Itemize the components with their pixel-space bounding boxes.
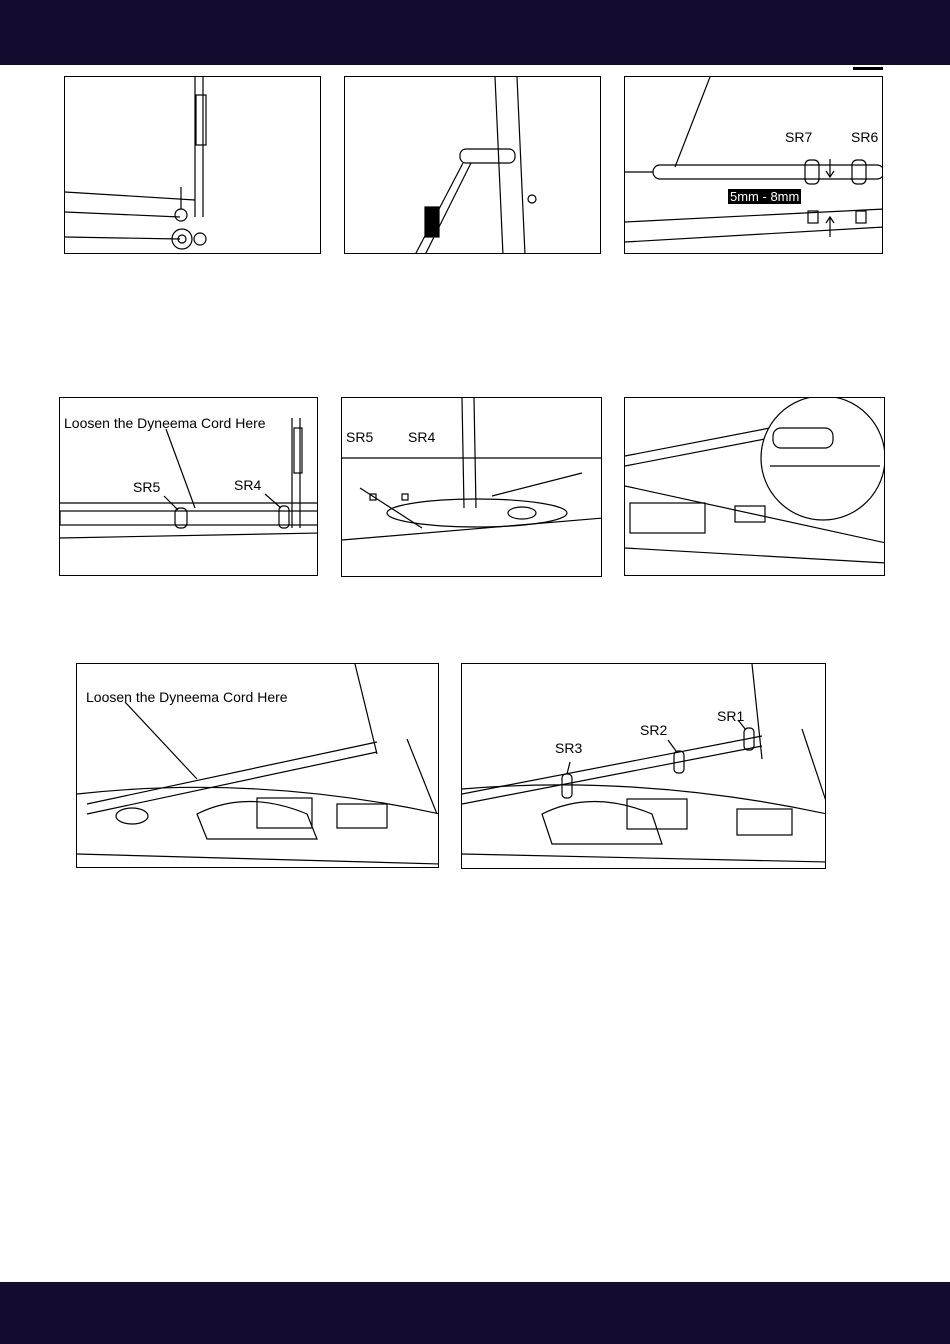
figure-panel-r2-3 — [624, 397, 885, 576]
figure-illustration — [625, 398, 885, 576]
figure-illustration — [342, 398, 602, 577]
figure-panel-r1-1 — [64, 76, 321, 254]
label-sr5: SR5 — [133, 479, 161, 495]
figure-illustration — [345, 77, 601, 254]
figure-panel-r2-2 — [341, 397, 602, 577]
label-sr2: SR2 — [640, 722, 668, 738]
figure-illustration — [462, 664, 826, 869]
label-sr5: SR5 — [346, 429, 374, 445]
figure-illustration — [625, 77, 883, 254]
footer-band — [0, 1282, 950, 1344]
figure-panel-r3-2 — [461, 663, 826, 869]
label-sr4: SR4 — [234, 477, 262, 493]
label-loosen-cord: Loosen the Dyneema Cord Here — [64, 415, 266, 431]
label-sr3: SR3 — [555, 740, 583, 756]
header-band — [0, 0, 950, 65]
figure-panel-r1-3 — [624, 76, 883, 254]
label-sr1: SR1 — [717, 708, 745, 724]
label-sr7: SR7 — [785, 129, 813, 145]
figure-panel-r1-2 — [344, 76, 601, 254]
label-sr4: SR4 — [408, 429, 436, 445]
figure-illustration — [65, 77, 321, 254]
figure-panel-r3-1 — [76, 663, 439, 868]
figure-panel-r2-1 — [59, 397, 318, 576]
label-gap-measurement: 5mm - 8mm — [730, 189, 800, 204]
label-loosen-cord: Loosen the Dyneema Cord Here — [86, 689, 288, 705]
corner-rule — [853, 67, 883, 70]
label-sr6: SR6 — [851, 129, 879, 145]
